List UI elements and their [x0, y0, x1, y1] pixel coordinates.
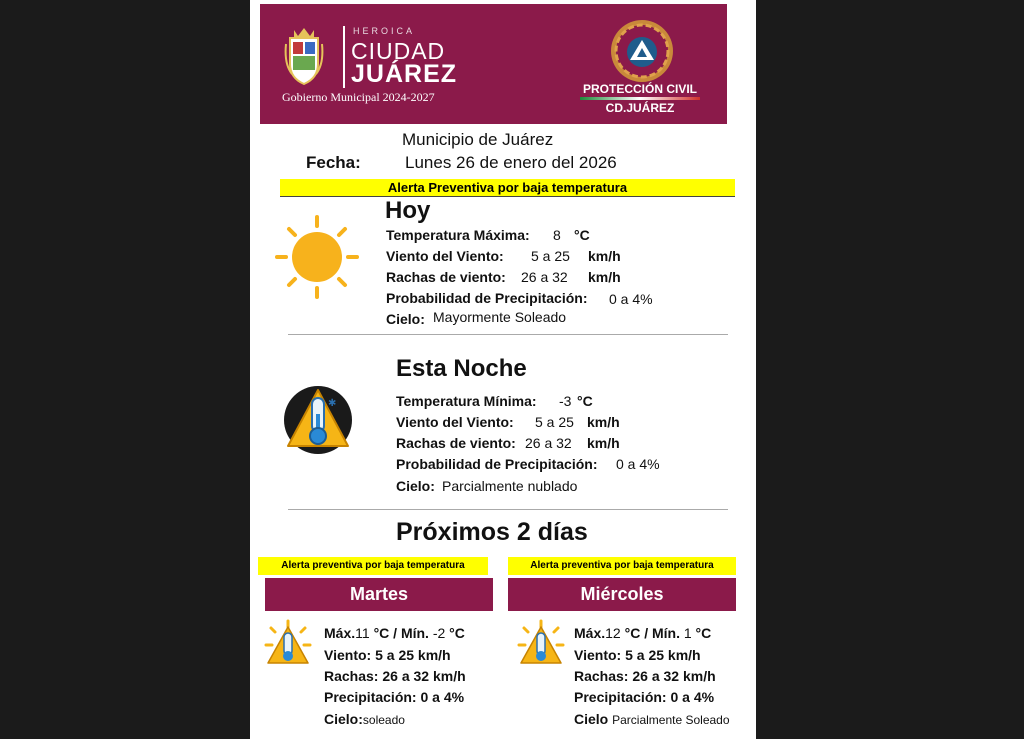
city-coat-of-arms-logo	[284, 24, 324, 88]
ciudad-text: CIUDAD	[351, 38, 446, 64]
noche-cielo-label: Cielo:	[396, 478, 435, 494]
hoy-row-max	[386, 227, 530, 243]
svg-text:✱: ✱	[328, 398, 337, 409]
martes-temp-line	[324, 625, 465, 641]
martes-precip-label: Precipitación:	[324, 689, 417, 705]
hoy-precip-label: Probabilidad de Precipitación:	[386, 290, 588, 306]
proteccion-civil-text: PROTECCIÓN CIVIL	[582, 82, 697, 96]
divider	[288, 509, 728, 510]
miercoles-rachas-label: Rachas:	[574, 668, 629, 684]
proteccion-civil-logo	[609, 18, 675, 84]
miercoles-temp-line	[574, 625, 711, 641]
martes-cielo-line	[324, 711, 405, 727]
hoy-title: Hoy	[385, 197, 431, 224]
miercoles-rachas-line	[574, 668, 716, 684]
martes-alert-banner: Alerta preventiva por baja temperatura	[258, 557, 488, 575]
hoy-row-viento	[386, 248, 504, 264]
martes-precip-value: 0 a 4%	[420, 689, 465, 705]
miercoles-viento-label: Viento:	[574, 647, 622, 663]
miercoles-alert-banner: Alerta preventiva por baja temperatura	[508, 557, 736, 575]
noche-rachas-unit: km/h	[587, 435, 620, 451]
noche-title: Esta Noche	[396, 355, 527, 382]
noche-rachas-label: Rachas de viento:	[396, 435, 516, 451]
miercoles-precip-value: 0 a 4%	[670, 689, 715, 705]
martes-max-label: Máx.	[324, 625, 356, 641]
hoy-row-precip	[386, 290, 587, 306]
noche-viento-label: Viento del Viento:	[396, 414, 514, 430]
juarez-text: JUÁREZ	[351, 60, 458, 88]
martes-rachas-value: 26 a 32 km/h	[382, 668, 466, 684]
cold-alert-icon	[262, 619, 314, 671]
hoy-rachas-value: 26 a 32	[521, 269, 568, 285]
noche-viento-unit: km/h	[587, 414, 620, 430]
gobierno-text: Gobierno Municipal 2024-2027	[282, 90, 435, 104]
hoy-row-rachas	[386, 269, 506, 285]
noche-row-cielo	[396, 478, 435, 494]
miercoles-min-value: 1	[683, 625, 692, 641]
hoy-cielo-value: Mayormente Soleado	[433, 309, 567, 325]
miercoles-precip-line	[574, 689, 714, 705]
hoy-max-unit: °C	[574, 227, 590, 243]
martes-cielo-label: Cielo:	[324, 711, 363, 727]
martes-max-value: 11	[355, 625, 370, 641]
martes-rachas-line	[324, 668, 466, 684]
hoy-rachas-label: Rachas de viento:	[386, 269, 506, 285]
proximos-title: Próximos 2 días	[396, 518, 588, 546]
sun-icon	[274, 214, 360, 300]
hoy-max-value: 8	[553, 227, 561, 243]
miercoles-header: Miércoles	[508, 578, 736, 611]
noche-precip-label: Probabilidad de Precipitación:	[396, 456, 598, 472]
miercoles-max-value: 12	[605, 625, 621, 641]
miercoles-max-label: Máx.	[574, 625, 606, 641]
noche-row-precip	[396, 456, 597, 472]
miercoles-cielo-line	[574, 711, 730, 727]
cold-alert-icon	[515, 619, 567, 671]
noche-viento-value: 5 a 25	[535, 414, 574, 430]
hoy-rachas-unit: km/h	[588, 269, 621, 285]
cd-juarez-text: CD.JUÁREZ	[605, 101, 675, 115]
hoy-max-label: Temperatura Máxima:	[386, 227, 530, 243]
martes-min-label: °C / Mín.	[373, 625, 429, 641]
noche-min-value: -3	[559, 393, 572, 409]
noche-row-min	[396, 393, 537, 409]
miercoles-min-unit: °C	[695, 625, 712, 641]
miercoles-precip-label: Precipitación:	[574, 689, 667, 705]
hoy-viento-unit: km/h	[588, 248, 621, 264]
martes-header: Martes	[265, 578, 493, 611]
noche-min-label: Temperatura Mínima:	[396, 393, 537, 409]
martes-precip-line	[324, 689, 464, 705]
bulletin-page	[250, 0, 756, 739]
noche-precip-value: 0 a 4%	[616, 456, 660, 472]
fecha-label: Fecha:	[306, 153, 361, 172]
noche-rachas-value: 26 a 32	[525, 435, 572, 451]
miercoles-viento-line	[574, 647, 701, 663]
main-alert-banner: Alerta Preventiva por baja temperatura	[280, 179, 735, 197]
noche-row-viento	[396, 414, 514, 430]
hoy-row-cielo	[386, 311, 425, 327]
martes-viento-line	[324, 647, 451, 663]
hoy-cielo-label: Cielo:	[386, 311, 425, 327]
fecha-value: Lunes 26 de enero del 2026	[405, 153, 617, 172]
miercoles-cielo-label: Cielo	[574, 711, 609, 727]
logo-divider	[343, 26, 345, 88]
martes-viento-label: Viento:	[324, 647, 372, 663]
miercoles-viento-value: 5 a 25 km/h	[625, 647, 701, 663]
noche-cielo-value: Parcialmente nublado	[442, 478, 578, 494]
martes-cielo-value: soleado	[362, 713, 405, 727]
hoy-viento-value: 5 a 25	[531, 248, 570, 264]
hoy-viento-label: Viento del Viento:	[386, 248, 504, 264]
header-banner	[260, 4, 727, 124]
miercoles-min-label: °C / Mín.	[624, 625, 680, 641]
tricolor-line	[580, 97, 700, 100]
heroica-text: HEROICA	[353, 26, 416, 36]
miercoles-cielo-value: Parcialmente Soleado	[612, 713, 730, 727]
martes-rachas-label: Rachas:	[324, 668, 379, 684]
noche-row-rachas	[396, 435, 516, 451]
cold-thermometer-icon	[282, 384, 354, 456]
martes-viento-value: 5 a 25 km/h	[375, 647, 451, 663]
hoy-precip-value: 0 a 4%	[609, 291, 653, 307]
martes-min-value: -2	[432, 625, 446, 641]
divider	[288, 334, 728, 335]
martes-min-unit: °C	[449, 625, 465, 641]
municipio-title: Municipio de Juárez	[402, 130, 554, 149]
noche-min-unit: °C	[577, 393, 593, 409]
miercoles-rachas-value: 26 a 32 km/h	[632, 668, 716, 684]
